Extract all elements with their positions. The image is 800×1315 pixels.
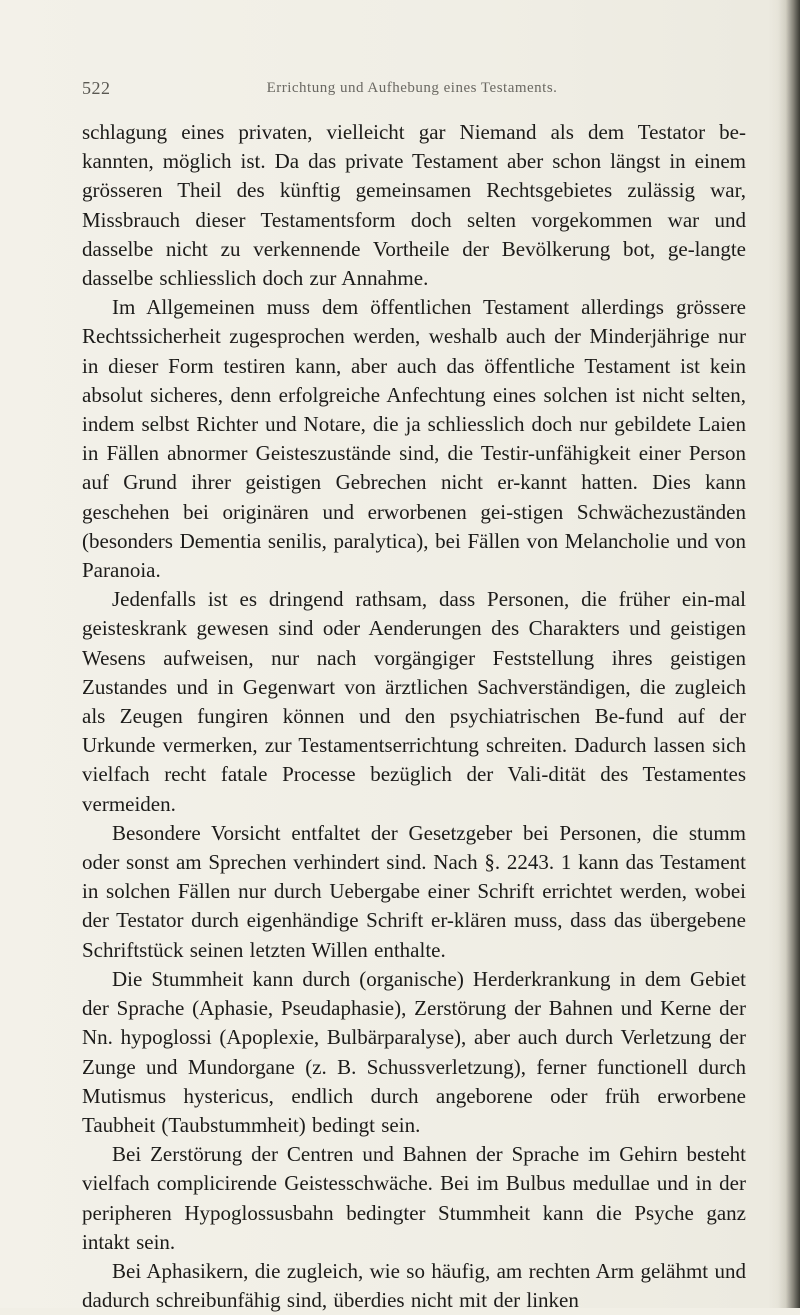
- paragraph: Besondere Vorsicht entfaltet der Gesetzgeber bei Personen, die stumm oder sonst am Sprechen verhindert sind. Nach §. 2243. 1 kann das Testament in solchen Fällen nur durch Uebergabe einer Schrift errichtet werden, wobei der Testator durch eigenhändige Schrift er-klären muss, dass das übergebene Schriftstück seinen letzten Willen enthalte.: [82, 820, 746, 962]
- paragraph: Bei Aphasikern, die zugleich, wie so häufig, am rechten Arm gelähmt und dadurch schreibunfähig sind, überdies nicht mit der linken: [82, 1258, 746, 1313]
- paragraph: schlagung eines privaten, vielleicht gar Niemand als dem Testator be-kannten, möglich ist. Da das private Testament aber schon längst in einem grösseren Theil des künftig gemeinsamen Rechtsgebietes zulässig war, Missbrauch dieser Testamentsform doch selten vorgekommen war und dasselbe nicht zu verkennende Vortheile der Bevölkerung bot, ge-langte dasselbe schliesslich doch zur Annahme.: [82, 120, 746, 291]
- running-title: Errichtung und Aufhebung eines Testaments.: [266, 80, 558, 96]
- paragraph: Im Allgemeinen muss dem öffentlichen Testament allerdings grössere Rechtssicherheit zugesprochen werden, weshalb auch der Minderjährige nur in dieser Form testiren kann, aber auch das öffentliche Testament ist kein absolut sicheres, denn erfolgreiche Anfechtung eines solchen ist nicht selten, indem selbst Richter und Notare, die ja schliesslich doch nur gebildete Laien in Fällen abnormer Geisteszustände sind, die Testir-unfähigkeit einer Person auf Grund ihrer geistigen Gebrechen nicht er-kannt hatten. Dies kann geschehen bei originären und erworbenen gei-stigen Schwächezuständen (besonders Dementia senilis, paralytica), bei Fällen von Melancholie und von Paranoia.: [82, 295, 746, 583]
- paragraph: Jedenfalls ist es dringend rathsam, dass Personen, die früher ein-mal geisteskrank gewesen sind oder Aenderungen des Charakters und geistigen Wesens aufweisen, nur nach vorgängiger Feststellung ihres geistigen Zustandes und in Gegenwart von ärztlichen Sachverständigen, die zugleich als Zeugen fungiren können und den psychiatrischen Be-fund auf der Urkunde vermerken, zur Testamentserrichtung schreiten. Dadurch lassen sich vielfach recht fatale Processe bezüglich der Vali-dität des Testamentes vermeiden.: [82, 587, 746, 816]
- paragraph: Die Stummheit kann durch (organische) Herderkrankung in dem Gebiet der Sprache (Aphasie, Pseudaphasie), Zerstörung der Bahnen und Kerne der Nn. hypoglossi (Apoplexie, Bulbärparalyse), aber auch durch Verletzung der Zunge und Mundorgane (z. B. Schussverletzung), ferner functionell durch Mutismus hystericus, endlich durch angeborene oder früh erworbene Taubheit (Taubstummheit) bedingt sein.: [82, 966, 746, 1137]
- body-text: [82, 118, 746, 1315]
- page-number: 522: [82, 78, 111, 98]
- running-header: [82, 78, 742, 102]
- paragraph: Bei Zerstörung der Centren und Bahnen der Sprache im Gehirn besteht vielfach complicirende Geistesschwäche. Bei im Bulbus medullae und in der peripheren Hypoglossusbahn bedingter Stummheit kann die Psyche ganz intakt sein.: [82, 1142, 746, 1254]
- page-binding-edge: [778, 0, 800, 1308]
